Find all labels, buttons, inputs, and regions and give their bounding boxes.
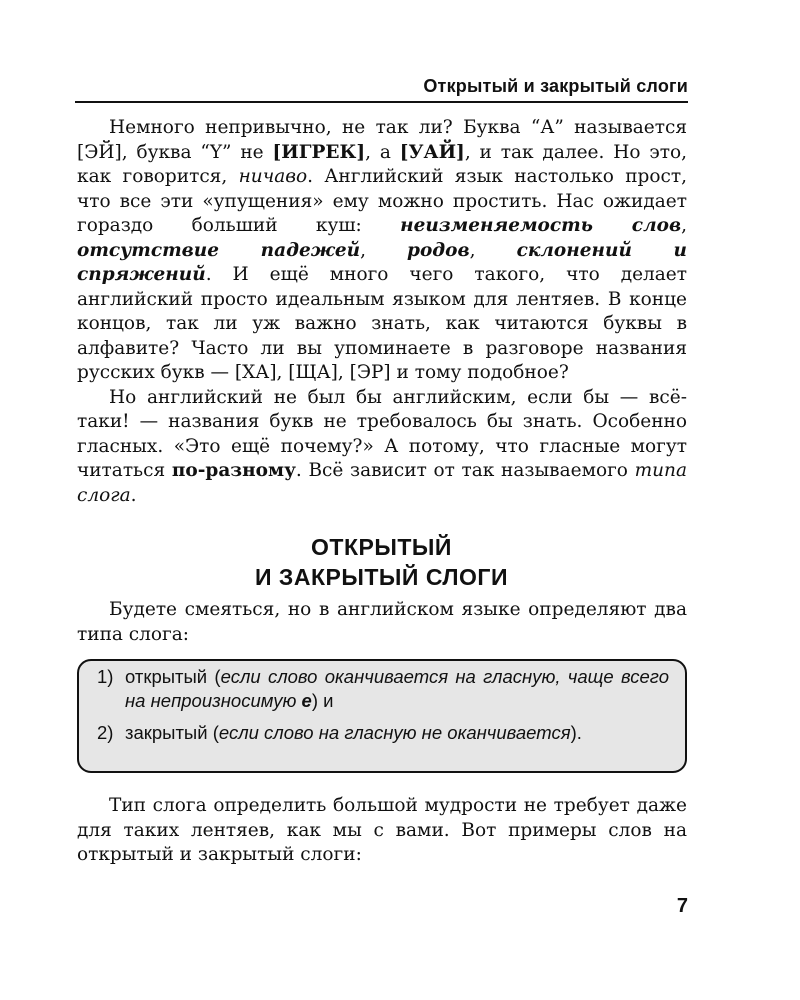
- list-number: 1): [97, 666, 114, 687]
- bold-italic-span: е: [301, 690, 312, 711]
- text-span: .: [130, 484, 137, 506]
- heading-line: ОТКРЫТЫЙ: [311, 534, 452, 560]
- text-span: , и так далее. Но это, как говорится,: [77, 141, 687, 187]
- list-item: [97, 665, 669, 713]
- running-header: Открытый и закрытый слоги: [423, 76, 688, 96]
- bold-italic-span: отсутствие падежей: [77, 239, 361, 261]
- page-number: 7: [676, 895, 688, 917]
- bold-span: [ИГРЕК]: [272, 141, 366, 163]
- italic-span: если слово оканчивается на гласную, чаще всего на непроизносимую: [125, 666, 669, 711]
- section-lead: [77, 598, 687, 647]
- header-rule: [75, 101, 688, 103]
- bold-italic-span: склонений и спряжений: [77, 239, 687, 285]
- text-span: . Английский язык настолько прост, что все эти «упущения» ему можно простить. Нас ожидает гораздо больший куш:: [77, 166, 688, 236]
- italic-span: если слово на гласную не оканчивается: [218, 722, 571, 743]
- paragraph: [77, 116, 687, 386]
- text-span: ) и: [311, 690, 334, 711]
- text-span: Немного непривычно, не так ли? Буква “А” называется [ЭЙ], буква “Y” не: [77, 117, 687, 163]
- text-span: закрытый (: [125, 722, 219, 743]
- rule-box: [77, 659, 687, 773]
- list-number: 2): [97, 722, 114, 743]
- paragraph: Будете смеяться, но в английском языке определяют два типа слога:: [77, 599, 687, 645]
- list-item: [97, 721, 669, 745]
- paragraph: Тип слога определить большой мудрости не требует даже для таких лентяев, как мы с вами. Вот примеры слов на открытый и закрытый слоги:: [77, 795, 687, 865]
- list-text: [125, 721, 669, 745]
- italic-span: ничаво: [238, 166, 308, 187]
- list-text: [125, 665, 669, 713]
- italic-span: типа слога: [77, 460, 687, 506]
- heading-line: И ЗАКРЫТЫЙ СЛОГИ: [255, 564, 508, 590]
- bold-italic-span: неизменяемость слов: [400, 215, 682, 236]
- text-span: . И ещё много чего такого, что делает английский просто идеальным языком для лентяев. В конце концов, так ли уж важно знать, как читаются буквы в алфавите? Часто ли вы упоминаете в разговоре названия русских букв — [ХА], [ЩА], [ЭР] и тому подобное?: [77, 264, 687, 383]
- text-span: ,: [469, 239, 517, 261]
- text-span: , а: [365, 141, 400, 163]
- bold-span: по-разному: [171, 460, 296, 481]
- text-span: Но английский не был бы английским, если бы — всётаки! — названия букв не требовалось бы знать. Особенно гласных. «Это ещё почему?» А потому, что гласные могут читаться: [77, 386, 687, 481]
- closing-text: [77, 794, 687, 868]
- intro-text: [77, 116, 687, 508]
- text-span: . Всё зависит от так называемого: [295, 460, 635, 481]
- text-span: открытый (: [125, 666, 221, 687]
- text-span: ,: [681, 215, 687, 236]
- text-span: ).: [570, 722, 582, 743]
- text-span: ,: [360, 239, 408, 261]
- bold-span: [УАЙ]: [399, 141, 465, 163]
- paragraph: [77, 386, 687, 509]
- bold-italic-span: родов: [407, 239, 470, 261]
- rule-list: [97, 665, 669, 753]
- section-heading: [75, 532, 688, 592]
